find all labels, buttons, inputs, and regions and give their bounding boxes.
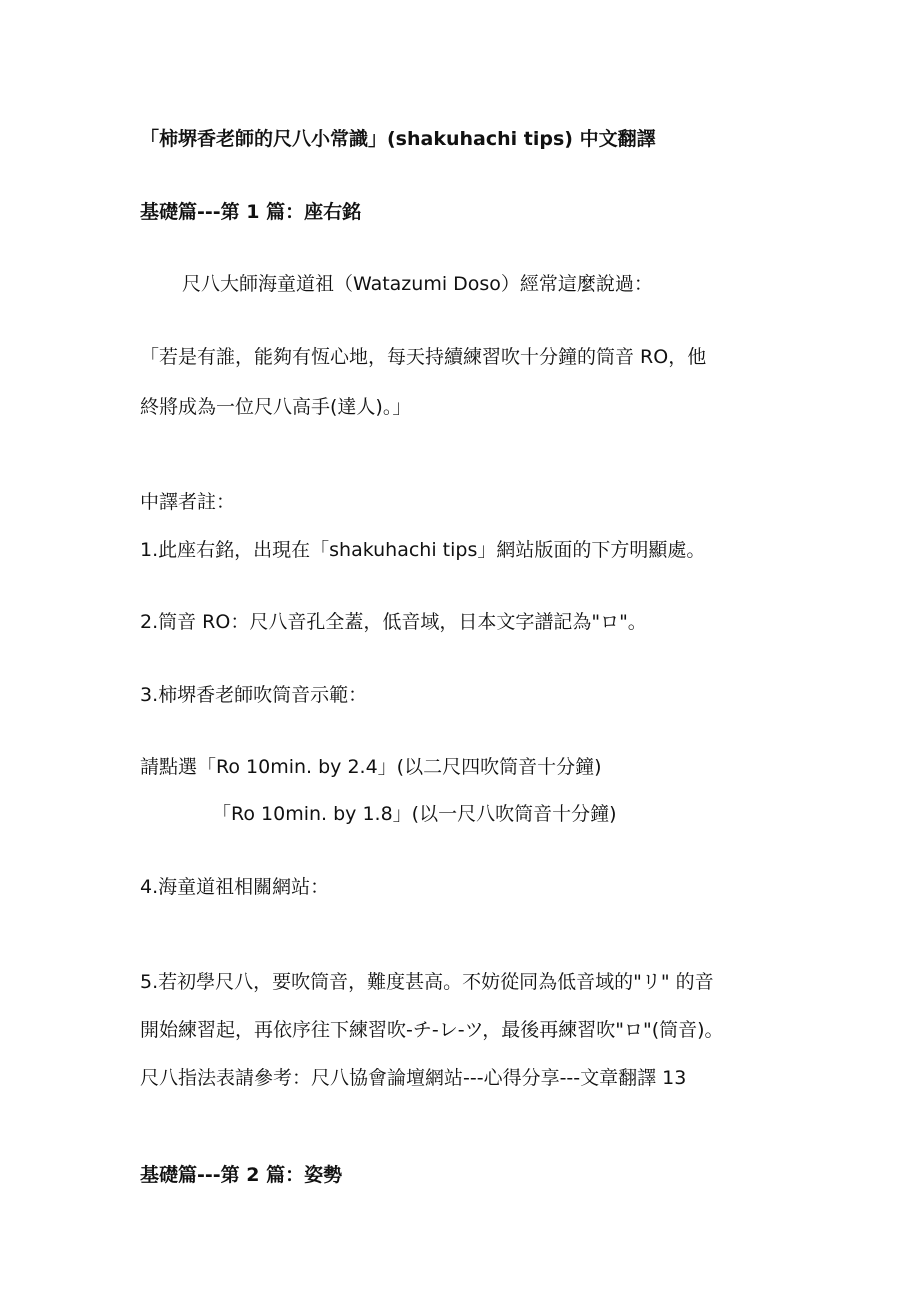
note-5-line-2: 開始練習起，再依序往下練習吹-チ-レ-ツ，最後再練習吹"ロ"(筒音)。 bbox=[140, 1019, 724, 1041]
section-1-heading: 基礎篇---第 1 篇：座右銘 bbox=[140, 201, 362, 223]
note-5-line-1: 5.若初學尺八，要吹筒音，難度甚高。不妨從同為低音域的"リ" 的音 bbox=[140, 971, 714, 993]
quote-line-2: 終將成為一位尺八高手(達人)。」 bbox=[140, 396, 412, 418]
note-4: 4.海童道祖相關網站： bbox=[140, 876, 330, 898]
note-3: 3.柿堺香老師吹筒音示範： bbox=[140, 684, 368, 706]
quote-line-1: 「若是有誰，能夠有恆心地，每天持續練習吹十分鐘的筒音 RO，他 bbox=[140, 346, 707, 368]
note-5-line-3: 尺八指法表請參考：尺八協會論壇網站---心得分享---文章翻譯 13 bbox=[140, 1067, 687, 1089]
notes-header: 中譯者註： bbox=[140, 491, 236, 513]
note-3-link-1-8[interactable]: 「Ro 10min. by 1.8」(以一尺八吹筒音十分鐘) bbox=[212, 803, 617, 825]
note-1: 1.此座右銘，出現在「shakuhachi tips」網站版面的下方明顯處。 bbox=[140, 539, 706, 561]
note-2: 2.筒音 RO：尺八音孔全蓋，低音域，日本文字譜記為"ロ"。 bbox=[140, 611, 647, 633]
note-3-link-2-4[interactable]: 請點選「Ro 10min. by 2.4」(以二尺四吹筒音十分鐘) bbox=[140, 756, 602, 778]
section-2-heading: 基礎篇---第 2 篇：姿勢 bbox=[140, 1164, 343, 1186]
section-1-intro: 尺八大師海童道祖（Watazumi Doso）經常這麼說過： bbox=[182, 273, 653, 295]
document-title: 「柿堺香老師的尺八小常識」(shakuhachi tips) 中文翻譯 bbox=[140, 128, 656, 150]
